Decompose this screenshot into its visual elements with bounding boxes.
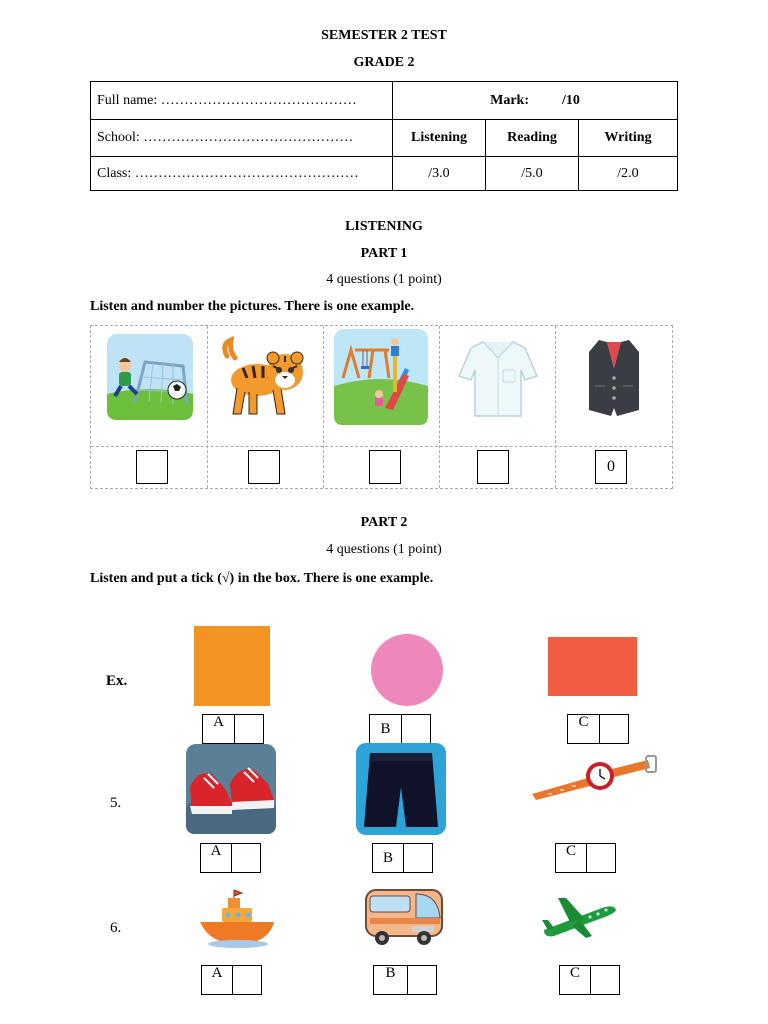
plane-icon [540,890,618,942]
part1-subtitle: 4 questions (1 point) [326,272,442,287]
option-box-ex-c[interactable] [567,714,629,744]
option-box-ex-a[interactable] [202,714,264,744]
option-letter: A [202,966,233,994]
option-box-5-a[interactable] [200,843,261,873]
part2-instruction: Listen and put a tick (√) in the box. There is one example. [90,571,434,586]
orange-square-icon [194,626,270,706]
option-letter: A [203,715,235,743]
mark-total: /10 [562,92,580,108]
part2-subtitle: 4 questions (1 point) [326,542,442,557]
page-title: SEMESTER 2 TEST [321,28,447,43]
pink-circle-icon [371,634,443,706]
option-box-6-c[interactable] [559,965,620,995]
sneakers-icon [186,744,276,834]
skill-reading-score: /5.0 [486,157,579,191]
class-field[interactable]: Class: ………………………………………… [91,157,393,191]
skill-reading-label: Reading [486,120,579,157]
option-letter: B [370,715,402,743]
row-label-ex: Ex. [106,673,128,689]
option-letter: A [201,844,232,872]
answer-box-4[interactable] [477,450,509,484]
playground-icon [333,328,429,426]
answer-box-2[interactable] [248,450,280,484]
watch-icon [528,754,660,802]
red-rectangle-icon [548,637,637,696]
part1-picture-grid [90,325,673,489]
row-label-6: 6. [110,920,122,936]
football-goal-icon [105,332,195,422]
answer-box-1[interactable] [136,450,168,484]
option-box-6-a[interactable] [201,965,262,995]
section-title: LISTENING [345,219,423,234]
vest-icon [585,338,643,418]
option-letter: B [374,966,408,994]
skill-writing-score: /2.0 [579,157,678,191]
skill-listening-label: Listening [393,120,486,157]
row-label-5: 5. [110,795,122,811]
mark-label: Mark: [490,92,529,108]
option-letter: C [556,844,587,872]
option-letter: B [373,844,404,872]
skill-listening-score: /3.0 [393,157,486,191]
school-field[interactable]: School: ……………………………………… [91,120,393,157]
boat-icon [198,888,276,950]
full-name-field[interactable]: Full name: …………………………………… [91,82,393,120]
part2-title: PART 2 [360,515,408,530]
info-table [90,81,678,191]
option-box-5-c[interactable] [555,843,616,873]
shorts-icon [356,743,446,835]
tiger-icon [219,336,311,422]
part1-instruction: Listen and number the pictures. There is one example. [90,299,415,314]
bus-icon [364,882,446,948]
option-letter: C [568,715,600,743]
mark-cell [393,82,678,120]
part1-title: PART 1 [360,246,408,261]
option-box-6-b[interactable] [373,965,437,995]
option-letter: C [560,966,591,994]
grade-label: GRADE 2 [353,55,415,70]
skill-writing-label: Writing [579,120,678,157]
answer-box-3[interactable] [369,450,401,484]
answer-box-example[interactable]: 0 [595,450,627,484]
option-box-ex-b[interactable] [369,714,431,744]
option-box-5-b[interactable] [372,843,433,873]
shirt-icon [457,336,539,420]
